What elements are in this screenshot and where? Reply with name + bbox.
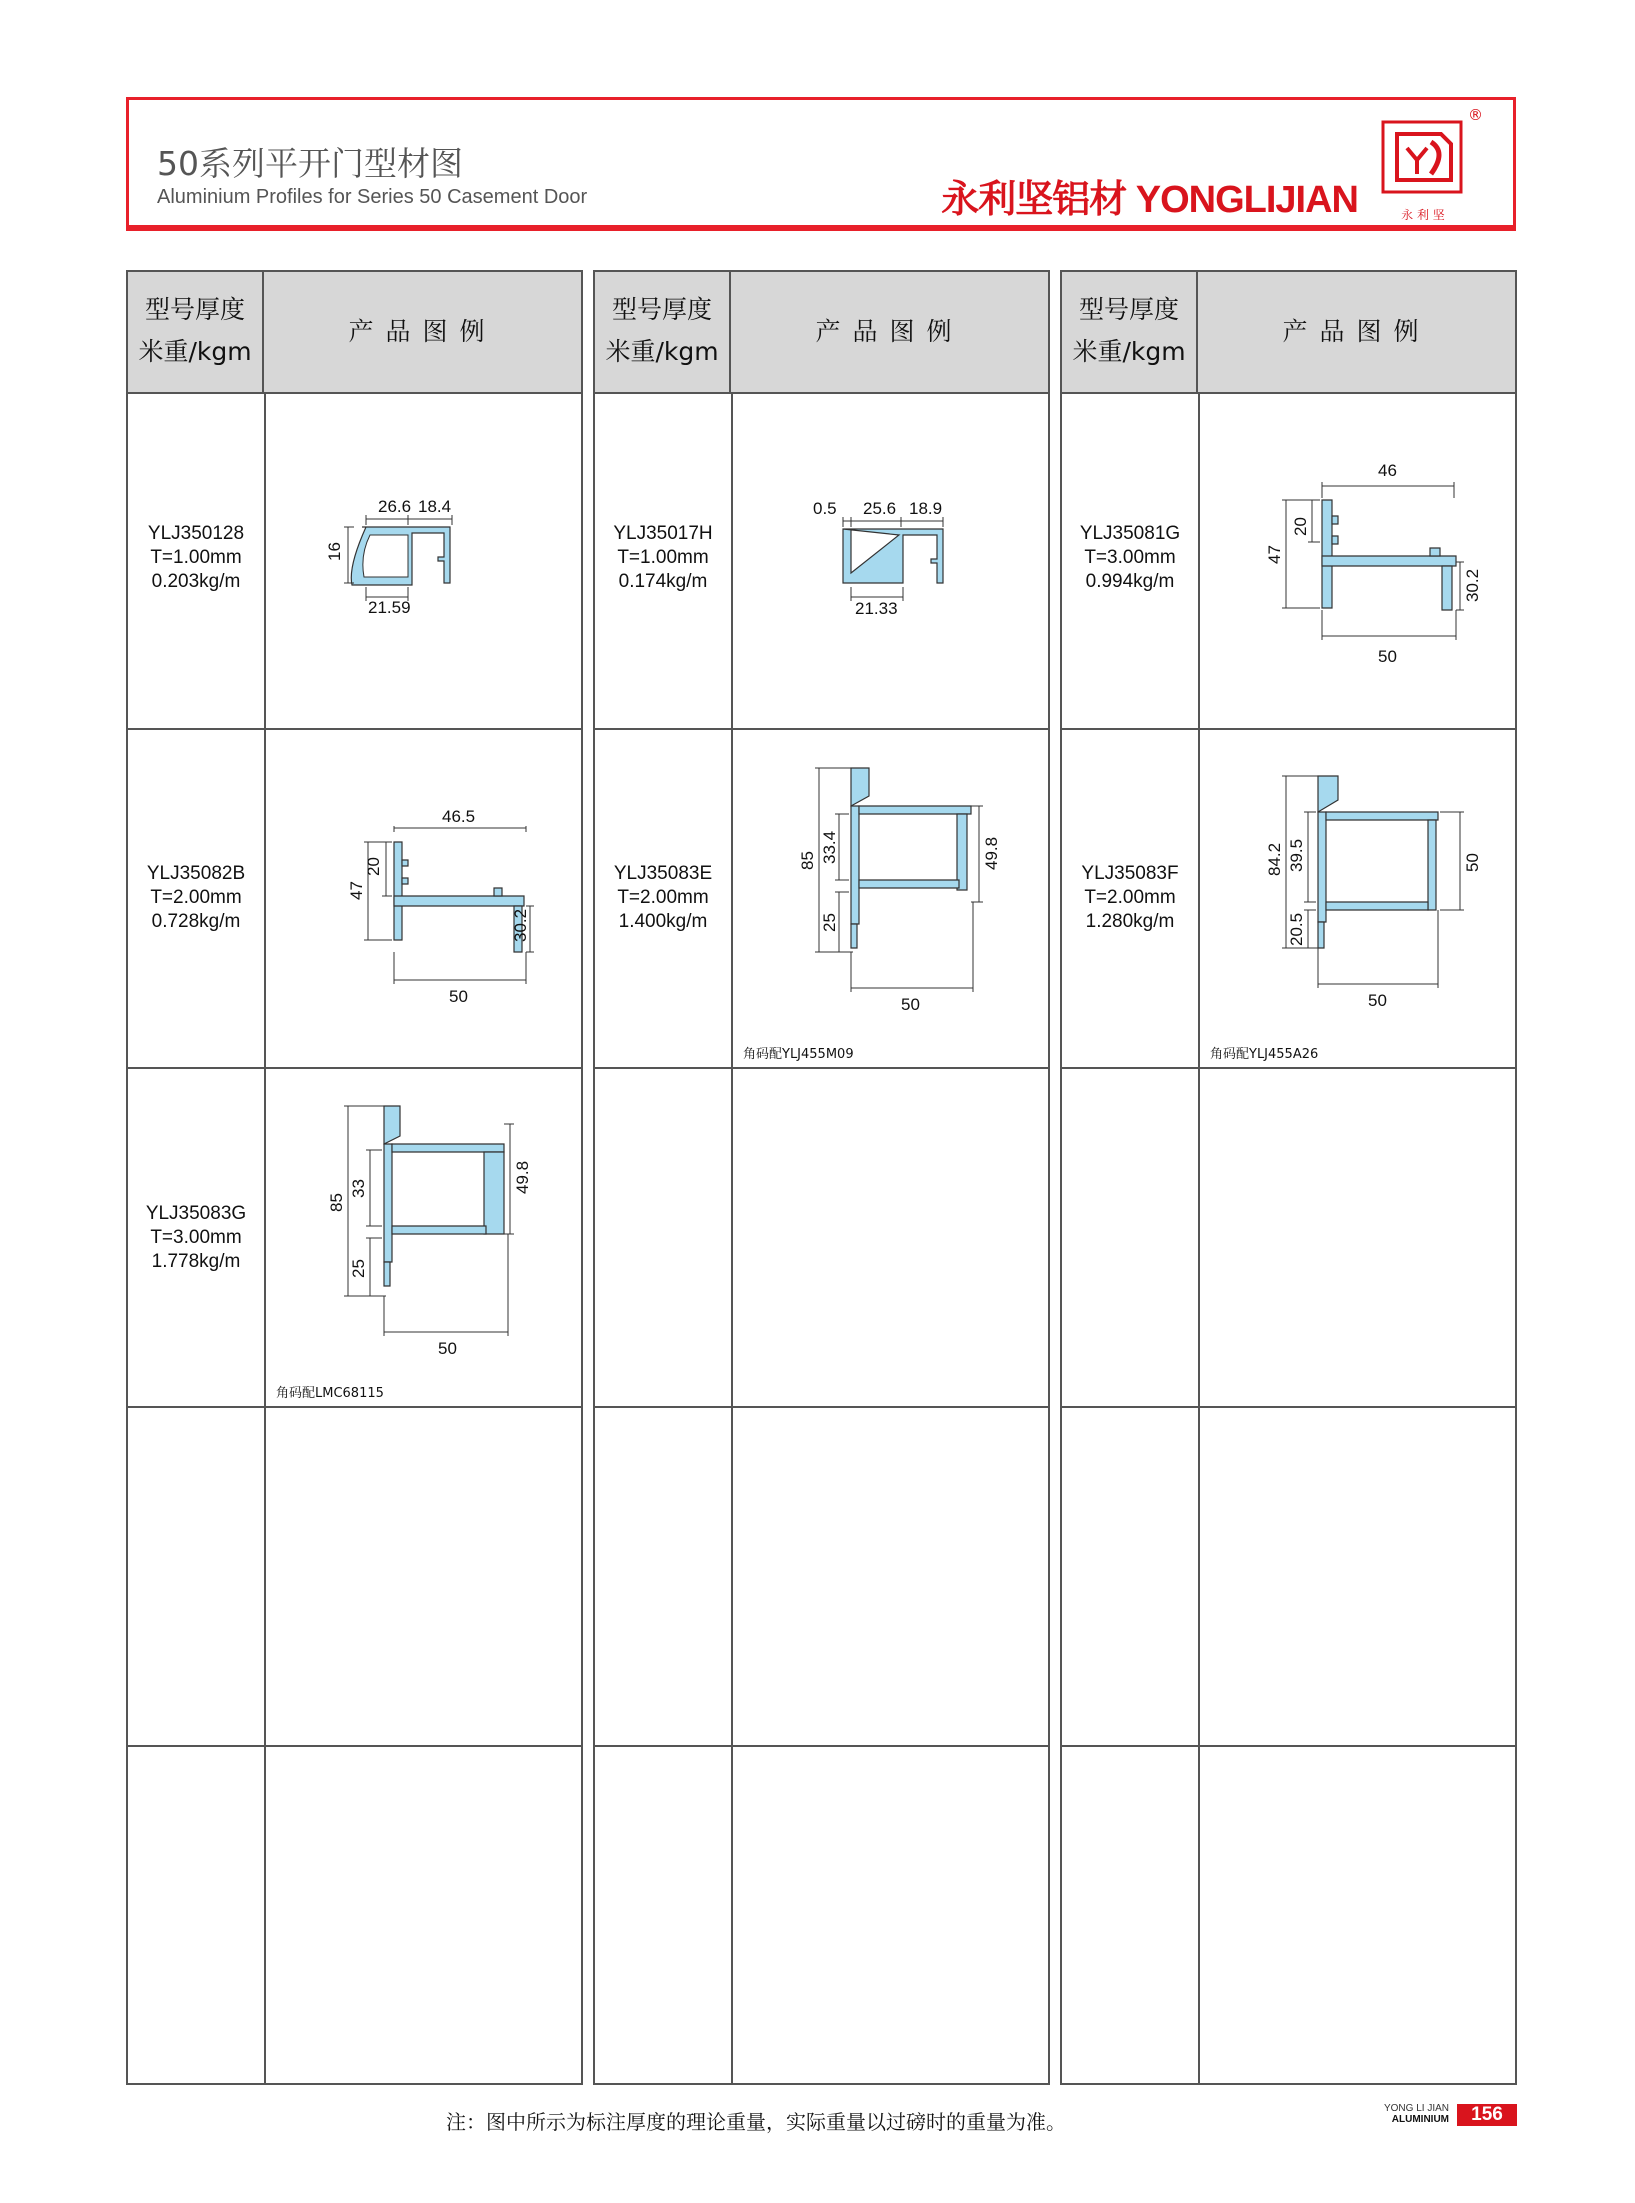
profile-diagram	[1238, 452, 1482, 672]
dim-label: 21.33	[855, 599, 898, 618]
profile-code: YLJ35083G	[145, 1203, 247, 1224]
profile-weight: 1.778kg/m	[151, 1251, 241, 1272]
dim-label: 33.4	[820, 830, 839, 864]
footer-brand	[1384, 2103, 1449, 2125]
dim-label: 50	[449, 987, 468, 1006]
footer-brand-line2: ALUMINIUM	[1391, 2114, 1449, 2125]
header-model-label: 型号厚度	[144, 295, 245, 324]
profile-thickness: T=2.00mm	[1084, 887, 1176, 908]
dim-label: 20	[1291, 517, 1310, 536]
profile-code: YLJ35017H	[613, 523, 713, 544]
profile-diagram	[304, 1092, 534, 1372]
dim-label: 84.2	[1265, 842, 1284, 876]
page-title: 50系列平开门型材图	[157, 144, 463, 183]
row-divider	[1062, 728, 1515, 730]
header-weight-label: 米重/kgm	[1072, 337, 1186, 366]
profile-thickness: T=2.00mm	[150, 887, 242, 908]
dim-label: 50	[438, 1339, 457, 1358]
profile-code: YLJ35082B	[146, 863, 246, 884]
page-subtitle: Aluminium Profiles for Series 50 Casement Door	[157, 186, 588, 208]
dim-label: 47	[1265, 545, 1284, 564]
brand-name: 永利坚铝材 YONGLIJIAN	[941, 179, 1358, 221]
profile-table-3	[1060, 270, 1517, 2085]
dim-label: 0.5	[813, 499, 837, 518]
corner-fitting-note: 角码配YLJ455A26	[1210, 1047, 1319, 1062]
dim-label: 47	[347, 881, 366, 900]
dim-label: 30.2	[511, 908, 530, 942]
dim-label: 21.59	[368, 598, 411, 617]
header-model-weight	[128, 272, 264, 392]
profile-diagram	[304, 792, 534, 1032]
table-header	[1062, 272, 1515, 394]
header-product-diagram: 产品图例	[1282, 317, 1431, 346]
profile-table-2	[593, 270, 1050, 2085]
profile-weight: 1.400kg/m	[618, 911, 708, 932]
page-header	[126, 97, 1516, 231]
profile-thickness: T=3.00mm	[1084, 547, 1176, 568]
profile-code: YLJ35083E	[613, 863, 713, 884]
profile-diagram	[314, 487, 504, 617]
row-divider	[595, 1745, 1048, 1747]
dim-label: 50	[1368, 991, 1387, 1010]
dim-label: 30.2	[1463, 568, 1482, 602]
profile-code: YLJ35081G	[1079, 523, 1181, 544]
dim-label: 39.5	[1287, 838, 1306, 872]
profile-spec	[1062, 522, 1198, 594]
registered-mark: ®	[1468, 106, 1483, 124]
header-product-diagram: 产品图例	[348, 317, 497, 346]
row-divider	[128, 1745, 581, 1747]
row-divider	[595, 1067, 1048, 1069]
row-divider	[595, 1406, 1048, 1408]
column-divider	[1198, 392, 1200, 2083]
profile-weight: 0.203kg/m	[151, 571, 241, 592]
column-divider	[264, 392, 266, 2083]
footer-note: 注：图中所示为标注厚度的理论重量，实际重量以过磅时的重量为准。	[446, 2110, 1066, 2134]
row-divider	[1062, 1745, 1515, 1747]
header-model-label: 型号厚度	[1078, 295, 1179, 324]
header-model-weight	[1062, 272, 1198, 392]
header-model-label: 型号厚度	[611, 295, 712, 324]
profile-spec	[595, 862, 731, 934]
header-weight-label: 米重/kgm	[605, 337, 719, 366]
profile-diagram	[795, 487, 995, 618]
dim-label: 85	[327, 1193, 346, 1212]
profile-code: YLJ350128	[147, 523, 245, 544]
profile-table-1	[126, 270, 583, 2085]
row-divider	[1062, 1406, 1515, 1408]
profile-spec	[128, 1202, 264, 1274]
dim-label: 16	[325, 542, 344, 561]
dim-label: 50	[1378, 647, 1397, 666]
profile-thickness: T=1.00mm	[617, 547, 709, 568]
dim-label: 46.5	[442, 807, 476, 826]
profile-spec	[128, 862, 264, 934]
profile-thickness: T=2.00mm	[617, 887, 709, 908]
dim-label: 20.5	[1287, 912, 1306, 946]
profile-diagram	[1228, 752, 1482, 1032]
corner-fitting-note: 角码配YLJ455M09	[743, 1047, 854, 1062]
dim-label: 18.9	[909, 499, 943, 518]
profile-code: YLJ35083F	[1081, 863, 1179, 884]
dim-label: 20	[364, 857, 383, 876]
page-number: 156	[1457, 2104, 1517, 2126]
profile-weight: 0.174kg/m	[618, 571, 708, 592]
row-divider	[1062, 1067, 1515, 1069]
corner-fitting-note: 角码配LMC68115	[276, 1386, 384, 1401]
row-divider	[128, 1406, 581, 1408]
profile-diagram	[761, 752, 1011, 1032]
dim-label: 25	[349, 1259, 368, 1278]
header-product-diagram: 产品图例	[815, 317, 964, 346]
dim-label: 50	[1463, 853, 1482, 872]
profile-spec	[1062, 862, 1198, 934]
dim-label: 50	[901, 995, 920, 1014]
table-header	[128, 272, 581, 394]
profile-weight: 1.280kg/m	[1085, 911, 1175, 932]
dim-label: 25	[820, 913, 839, 932]
dim-label: 49.8	[982, 836, 1001, 870]
column-divider	[731, 392, 733, 2083]
dim-label: 26.6	[378, 497, 412, 516]
dim-label: 25.6	[863, 499, 897, 518]
dim-label: 18.4	[418, 497, 452, 516]
profile-thickness: T=1.00mm	[150, 547, 242, 568]
dim-label: 85	[798, 851, 817, 870]
header-model-weight	[595, 272, 731, 392]
profile-weight: 0.728kg/m	[151, 911, 241, 932]
profile-spec	[128, 522, 264, 594]
brand-logo-icon	[1377, 114, 1469, 214]
row-divider	[595, 728, 1048, 730]
dim-label: 33	[349, 1179, 368, 1198]
dim-label: 46	[1378, 461, 1397, 480]
profile-thickness: T=3.00mm	[150, 1227, 242, 1248]
dim-label: 49.8	[513, 1160, 532, 1194]
header-weight-label: 米重/kgm	[138, 337, 252, 366]
profile-spec	[595, 522, 731, 594]
logo-caption: 永 利 坚	[1401, 208, 1445, 222]
row-divider	[128, 728, 581, 730]
row-divider	[128, 1067, 581, 1069]
profile-weight: 0.994kg/m	[1085, 571, 1175, 592]
footer-brand-line1: YONG LI JIAN	[1383, 2103, 1449, 2114]
table-header	[595, 272, 1048, 394]
